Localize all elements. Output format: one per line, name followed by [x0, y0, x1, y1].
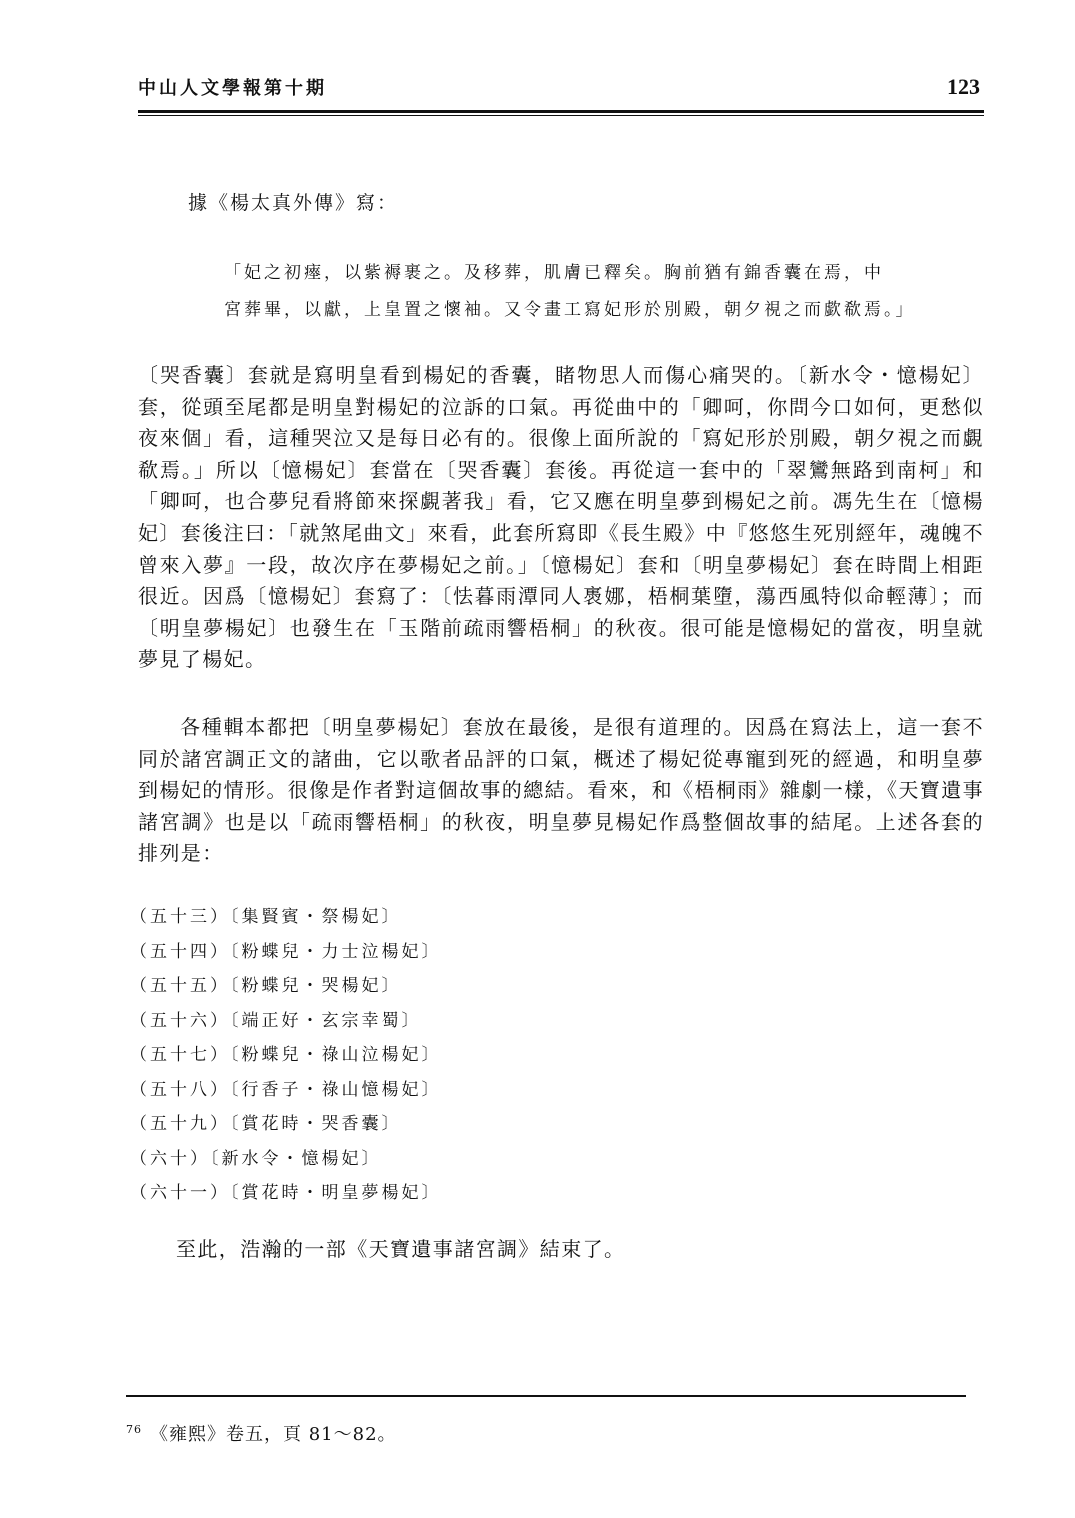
body-paragraph: 各種輯本都把〔明皇夢楊妃〕套放在最後，是很有道理的。因爲在寫法上，這一套不同於諸宮調正文的諸曲，它以歌者品評的口氣，概述了楊妃從專寵到死的經過，和明皇夢到楊妃的情形。很像是作者對這個故事的總結。看來，和《梧桐雨》雜劇一樣，《天寶遺事諸宮調》也是以「疏雨響梧桐」的秋夜，明皇夢見楊妃作爲整個故事的結尾。上述各套的排列是：: [138, 715, 984, 866]
footnote-mark: 76: [126, 1423, 142, 1436]
body-paragraph: 〔哭香囊〕套就是寫明皇看到楊妃的香囊，睹物思人而傷心痛哭的。〔新水令・憶楊妃〕套，從頭至尾都是明皇對楊妃的泣訴的口氣。再從曲中的「卿呵，你問今口如何，更愁似夜來個」看，這種哭泣又是每日必有的。很像上面所說的「寫妃形於別殿，朝夕視之而覷欷焉。」所以〔憶楊妃〕套當在〔哭香囊〕套後。再從這一套中的「翠鸞無路到南柯」和「卿呵，也合夢兒看將節來探覷著我」看，它又應在明皇夢到楊妃之前。馮先生在〔憶楊妃〕套後注曰：「就煞尾曲文」來看，此套所寫即《長生殿》中『悠悠生死別經年，魂魄不曾來入夢』一段，故次序在夢楊妃之前。」〔憶楊妃〕套和〔明皇夢楊妃〕套在時間上相距很近。因爲〔憶楊妃〕套寫了：〔怯暮雨潭同人褭娜，梧桐葉墮，蕩西風特似命輕薄〕；而〔明皇夢楊妃〕也發生在「玉階前疏雨響梧桐」的秋夜。很可能是憶楊妃的當夜，明皇就夢見了楊妃。: [138, 363, 984, 672]
suite-list-item: （五十七）〔粉蝶兒・祿山泣楊妃〕: [130, 1045, 442, 1065]
suite-list: [130, 900, 442, 1211]
suite-list-item: （五十五）〔粉蝶兒・哭楊妃〕: [130, 976, 402, 996]
suite-list-item: （五十三）〔集賢賓・祭楊妃〕: [130, 907, 402, 927]
footnote-rule: [126, 1395, 966, 1397]
suite-list-item: （六十）〔新水令・憶楊妃〕: [130, 1148, 382, 1169]
footnote-text: 《雍熙》卷五，頁 81～82。: [150, 1424, 397, 1445]
header-rule-thin: [138, 115, 984, 116]
page-number: 123: [947, 74, 980, 99]
quote-line: 宮葬畢，以獻，上皇置之懷袖。又令畫工寫妃形於別殿，朝夕視之而歔欷焉。」: [224, 300, 916, 320]
suite-list-item: （五十六）〔端正好・玄宗幸蜀〕: [130, 1010, 422, 1031]
suite-list-item: （五十九）〔賞花時・哭香囊〕: [130, 1114, 402, 1134]
footnote: [126, 1420, 397, 1446]
running-header: [138, 74, 984, 108]
quote-line: 「妃之初瘞，以紫褥裹之。及移葬，肌膚已釋矣。胸前猶有錦香囊在焉，中: [224, 263, 884, 283]
block-quote: [224, 255, 984, 329]
quote-intro: 據《楊太真外傳》寫：: [188, 192, 399, 214]
journal-title: 中山人文學報第十期: [138, 78, 327, 99]
suite-list-item: （六十一）〔賞花時・明皇夢楊妃〕: [130, 1183, 442, 1203]
suite-list-item: （五十四）〔粉蝶兒・力士泣楊妃〕: [130, 941, 442, 962]
closing-sentence: 至此，浩瀚的一部《天寶遺事諸宮調》結束了。: [176, 1237, 626, 1261]
header-rule: [138, 110, 984, 113]
suite-list-item: （五十八）〔行香子・祿山憶楊妃〕: [130, 1079, 442, 1100]
